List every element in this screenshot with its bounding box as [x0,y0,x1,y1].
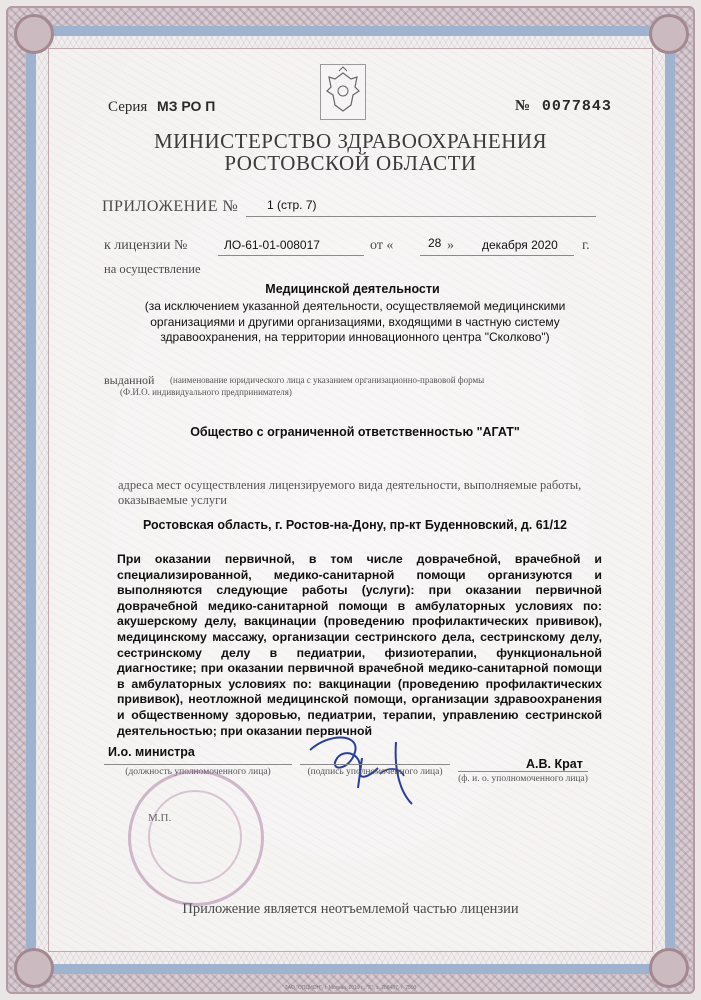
signature-hint: (подпись уполномоченного лица) [307,767,443,777]
license-day: 28 [428,236,442,250]
appendix-underline [246,216,596,217]
signatory-name: А.В. Крат [526,757,583,771]
license-number-underline [218,255,364,256]
activity-label: на осуществление [104,262,201,276]
ministry-title-line2: РОСТОВСКОЙ ОБЛАСТИ [224,151,477,175]
license-date-underline [420,255,574,256]
activity-title: Медицинской деятельности [265,282,440,296]
license-year-suffix: г. [582,238,590,253]
activity-note: (за исключением указанной деятельности, осуществляемой медицинскими организациями и другими организациями, входящими в частную систему здравоохранения, на территории инновационного центра "Сколково") [144,299,566,344]
position-underline [104,764,292,765]
printer-note: ЗАО "ОПЦИОН", г. Москва, 2019 г., "Б", з. 288487, т. 7500 [284,985,417,991]
license-month-year: декабря 2020 [482,238,558,252]
series [108,98,215,116]
corner-ornament-bottom-left [14,948,54,988]
license-label: к лицензии № [104,238,188,253]
series-value: МЗ РО П [157,98,216,114]
issued-label: выданной [104,373,155,387]
signature-underline [300,764,450,765]
position-hint: (должность уполномоченного лица) [125,767,271,777]
issued-hint-line1: (наименование юридического лица с указанием организационно-правовой формы [170,375,485,385]
corner-ornament-bottom-right [649,948,689,988]
organization-name: Общество с ограниченной ответственностью "АГАТ" [190,425,520,439]
license-from-label: от « [370,238,394,253]
appendix-value: 1 (стр. 7) [267,198,317,212]
issued-hint-line2: (Ф.И.О. индивидуального предпринимателя) [120,387,292,397]
name-hint: (ф. и. о. уполномоченного лица) [458,774,588,784]
corner-ornament-top-left [14,14,54,54]
number-label: № [515,98,531,114]
number-value: 0077843 [541,98,612,115]
address-value: Ростовская область, г. Ростов-на-Дону, пр-кт Буденновский, д. 61/12 [143,518,567,532]
license-number: ЛО-61-01-008017 [224,238,320,252]
signatory-position: И.о. министра [108,745,195,759]
appendix-label: ПРИЛОЖЕНИЕ № [102,198,239,215]
name-underline [458,771,588,772]
footer-note: Приложение является неотъемлемой частью лицензии [182,901,519,917]
corner-ornament-top-right [649,14,689,54]
license-day-close: » [447,238,454,253]
series-label: Серия [108,99,148,115]
address-label: адреса мест осуществления лицензируемого вида деятельности, выполняемые работы, оказываемые услуги [118,478,582,507]
services-text: При оказании первичной, в том числе доврачебной, врачебной и специализированной, медико-санитарной помощи организуются и выполняются следующие работы (услуги): при оказании первичной доврачебной медико-санитарной помощи в амбулаторных условиях по: акушерскому делу, вакцинации (проведению профилактических прививок), медицинскому массажу, организации сестринского дела, сестринскому делу, сестринскому делу в педиатрии, физиотерапии, функциональной диагностике; при оказании первичной врачебной медико-санитарной помощи в амбулаторных условиях по: вакцинации (проведению профилактических прививок), неотложной медицинской помощи, организации здравоохранения и общественному здоровью, педиатрии, терапии, управлению сестринской деятельностью; при оказании первичной [117,552,602,738]
document-number [515,98,612,115]
stamp-label: М.П. [148,812,172,824]
official-stamp-inner [148,790,242,884]
coat-of-arms-icon [320,64,366,120]
ministry-title-line1: МИНИСТЕРСТВО ЗДРАВООХРАНЕНИЯ [153,129,548,153]
